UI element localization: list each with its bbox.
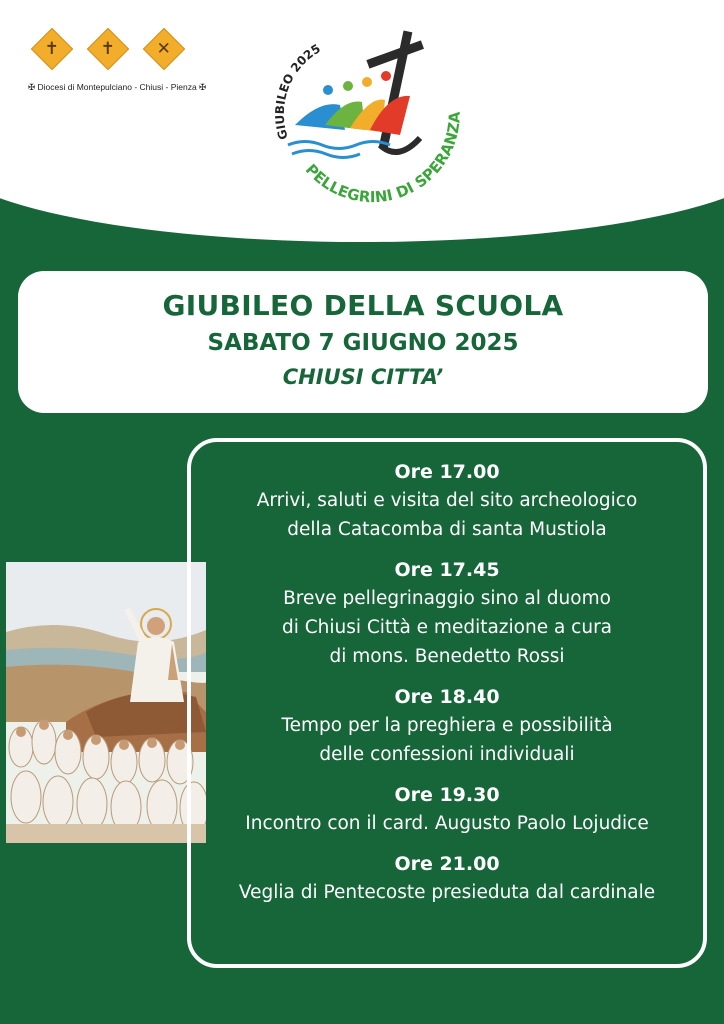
schedule-time: Ore 21.00 (394, 853, 500, 875)
sword-icon: ✝ (100, 38, 116, 59)
schedule-item (191, 683, 703, 769)
diocese-emblems (32, 28, 198, 70)
diocese-logo (28, 28, 207, 93)
schedule-line: di Chiusi Città e meditazione a cura (281, 617, 613, 638)
sermon-on-the-mount-painting (6, 562, 206, 843)
schedule-box (187, 438, 707, 968)
schedule-line: Veglia di Pentecoste presieduta dal cardinale (238, 882, 656, 903)
sword-icon: ✝ (44, 38, 60, 59)
diocese-emblem-3 (143, 28, 185, 70)
schedule-line: Arrivi, saluti e visita del sito archeologico (256, 490, 638, 511)
schedule-time: Ore 17.45 (394, 559, 500, 581)
schedule-item (191, 458, 703, 544)
event-place: CHIUSI CITTA’ (282, 365, 444, 389)
schedule-line: delle confessioni individuali (319, 744, 575, 765)
schedule-time: Ore 18.40 (394, 686, 500, 708)
jubilee-bottom-text: PELLEGRINI DI SPERAN (301, 130, 460, 207)
schedule-line: Incontro con il card. Augusto Paolo Lojudice (245, 813, 649, 834)
diocese-emblem-2 (87, 28, 129, 70)
event-title: GIUBILEO DELLA SCUOLA (162, 289, 564, 322)
schedule-item (191, 850, 703, 907)
schedule-line: della Catacomba di santa Mustiola (287, 519, 607, 540)
event-date: SABATO 7 GIUGNO 2025 (207, 330, 519, 356)
crossed-keys-icon: ✕ (156, 38, 172, 59)
schedule-line: Breve pellegrinaggio sino al duomo (283, 588, 611, 609)
diocese-emblem-1 (31, 28, 73, 70)
schedule-item (191, 556, 703, 671)
title-card (18, 271, 708, 413)
diocese-name: ✠ Diocesi di Montepulciano - Chiusi - Pienza ✠ (28, 82, 207, 92)
schedule-line: Tempo per la preghiera e possibilità (281, 715, 613, 736)
painting-graphic (6, 562, 206, 843)
schedule-item (191, 781, 703, 838)
schedule-time: Ore 19.30 (394, 784, 500, 806)
schedule-line: di mons. Benedetto Rossi (329, 646, 565, 667)
jubilee-top-text: GIUBILEO 2025 (272, 41, 323, 142)
schedule-time: Ore 17.00 (394, 461, 500, 483)
jubilee-2025-logo (270, 20, 460, 210)
jubilee-logo-graphic (270, 20, 460, 210)
